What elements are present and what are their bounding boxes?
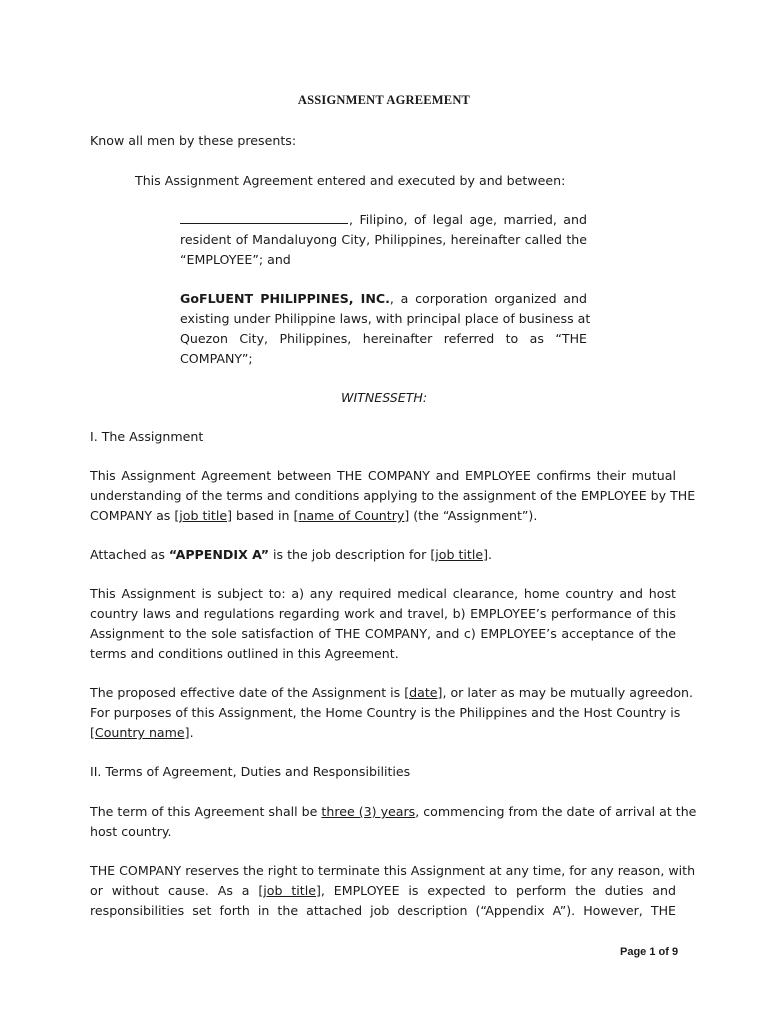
s1p3-line1: This Assignment is subject to: a) any required medical clearance, home country and host: [90, 586, 676, 601]
s1p4-line2: For purposes of this Assignment, the Home Country is the Philippines and the Host Country is: [90, 705, 681, 720]
section1-heading: I. The Assignment: [90, 429, 204, 444]
s1p1-line2: understanding of the terms and conditions applying to the assignment of the EMPLOYEE by THE: [90, 488, 696, 503]
country-placeholder: [name of Country]: [293, 508, 410, 523]
name-blank: [180, 210, 348, 224]
s1p3-line4: terms and conditions outlined in this Agreement.: [90, 646, 399, 661]
job-title-placeholder: [job title]: [174, 508, 233, 523]
job-title-placeholder: [job title]: [258, 883, 321, 898]
party1-line3: “EMPLOYEE”; and: [180, 252, 291, 267]
s2p2-line1: THE COMPANY reserves the right to terminate this Assignment at any time, for any reason, with: [90, 863, 696, 878]
party2-line3: Quezon City, Philippines, hereinafter referred to as “THE: [180, 331, 587, 346]
page-number: Page 1 of 9: [620, 946, 679, 958]
party1-line2: resident of Mandaluyong City, Philippines, hereinafter called the: [180, 232, 587, 247]
appendix-a-label: “APPENDIX A”: [168, 547, 270, 562]
witnesseth-heading: WITNESSETH:: [341, 390, 428, 405]
s1p1-line3: COMPANY as [job title] based in [name of Country] (the “Assignment”).: [90, 508, 538, 523]
company-name: GoFLUENT PHILIPPINES, INC.: [180, 291, 390, 306]
country-name-placeholder: [Country name]: [90, 725, 190, 740]
party1-line1: , Filipino, of legal age, married, and: [180, 210, 587, 230]
s1p3-line3: Assignment to the sole satisfaction of THE COMPANY, and c) EMPLOYEE’s acceptance of the: [90, 626, 676, 641]
s1p3-line2: country laws and regulations regarding work and travel, b) EMPLOYEE’s performance of this: [90, 606, 676, 621]
section2-heading: II. Terms of Agreement, Duties and Responsibilities: [90, 764, 411, 779]
s1p2-line: Attached as “APPENDIX A” is the job description for [job title].: [90, 547, 492, 562]
s1p4-line3: [Country name].: [90, 725, 194, 740]
s2p1-line1: The term of this Agreement shall be three (3) years, commencing from the date of arrival at the: [90, 804, 697, 819]
party2-line2: existing under Philippine laws, with principal place of business at: [180, 311, 591, 326]
term-duration: three (3) years: [321, 804, 416, 819]
date-placeholder: [date]: [404, 685, 443, 700]
document-title: ASSIGNMENT AGREEMENT: [297, 93, 471, 107]
s1p1-line1: This Assignment Agreement between THE COMPANY and EMPLOYEE confirms their mutual: [90, 468, 676, 483]
s2p2-line3: responsibilities set forth in the attached job description (“Appendix A”). However, THE: [90, 903, 676, 918]
s2p2-line2: or without cause. As a [job title], EMPLOYEE is expected to perform the duties and: [90, 883, 676, 898]
party2-line1: GoFLUENT PHILIPPINES, INC., a corporation organized and: [180, 291, 587, 306]
s2p1-line2: host country.: [90, 824, 172, 839]
entered-line: This Assignment Agreement entered and executed by and between:: [135, 173, 566, 188]
intro-line: Know all men by these presents:: [90, 133, 297, 148]
job-title-placeholder: [job title]: [430, 547, 488, 562]
party2-line4: COMPANY”;: [180, 351, 253, 366]
s1p4-line1: The proposed effective date of the Assignment is [date], or later as may be mutually agreedon.: [90, 685, 694, 700]
